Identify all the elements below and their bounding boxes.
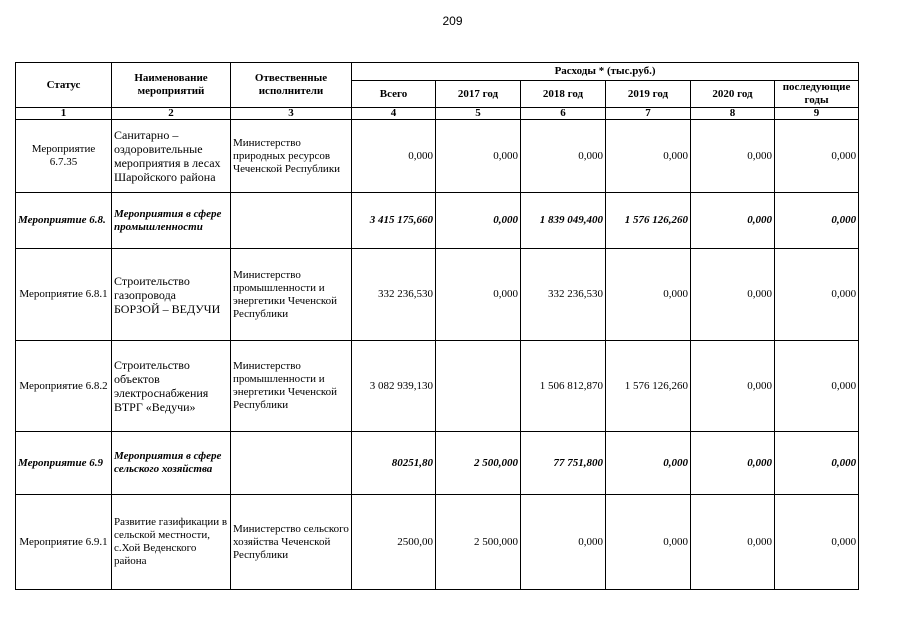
- row-executor: Министерство сельского хозяйства Чеченской Республики: [231, 495, 352, 590]
- row-value-2017: 2 500,000: [436, 495, 521, 590]
- col-number: 1: [16, 108, 112, 120]
- row-name: Мероприятия в сфере промышленности: [112, 193, 231, 249]
- col-number: 6: [521, 108, 606, 120]
- row-value-total: 3 082 939,130: [352, 341, 436, 432]
- row-value-total: 3 415 175,660: [352, 193, 436, 249]
- row-status: Мероприятие 6.9: [16, 432, 112, 495]
- table-row: [16, 495, 859, 590]
- row-value-2019: 0,000: [606, 495, 691, 590]
- row-status: Мероприятие 6.9.1: [16, 495, 112, 590]
- header-expenses: Расходы * (тыс.руб.): [352, 63, 859, 81]
- row-value-total: 80251,80: [352, 432, 436, 495]
- row-value-2017: 0,000: [436, 249, 521, 341]
- column-number-row: [16, 108, 859, 120]
- row-executor: [231, 193, 352, 249]
- row-value-2019: 1 576 126,260: [606, 341, 691, 432]
- row-status: Мероприятие 6.7.35: [16, 120, 112, 193]
- col-number: 9: [775, 108, 859, 120]
- row-value-total: 332 236,530: [352, 249, 436, 341]
- row-name: [112, 249, 231, 341]
- row-value-later: 0,000: [775, 495, 859, 590]
- col-number: 5: [436, 108, 521, 120]
- row-executor: Министерство промышленности и энергетики Чеченской Республики: [231, 341, 352, 432]
- table-row: [16, 341, 859, 432]
- row-value-2017: 0,000: [436, 120, 521, 193]
- header-year-2017: 2017 год: [436, 81, 521, 108]
- row-name-line: Строительство газопровода: [114, 273, 190, 302]
- row-status: Мероприятие 6.8.2: [16, 341, 112, 432]
- row-value-2018: 0,000: [521, 495, 606, 590]
- row-value-2020: 0,000: [691, 193, 775, 249]
- row-value-2018: 332 236,530: [521, 249, 606, 341]
- header-status: Статус: [16, 63, 112, 108]
- table-row: [16, 120, 859, 193]
- row-name: Мероприятия в сфере сельского хозяйства: [112, 432, 231, 495]
- col-number: 8: [691, 108, 775, 120]
- row-name: Санитарно – оздоровительные мероприятия в лесах Шаройского района: [112, 120, 231, 193]
- row-value-2019: 0,000: [606, 120, 691, 193]
- row-value-later: 0,000: [775, 249, 859, 341]
- header-name: Наименование мероприятий: [112, 63, 231, 108]
- header-year-later: последующие годы: [775, 81, 859, 108]
- row-status: Мероприятие 6.8.: [16, 193, 112, 249]
- table-row: [16, 249, 859, 341]
- table-row: [16, 193, 859, 249]
- page-number: 209: [442, 14, 463, 28]
- row-value-2019: 1 576 126,260: [606, 193, 691, 249]
- row-value-total: 0,000: [352, 120, 436, 193]
- row-value-total: 2500,00: [352, 495, 436, 590]
- row-value-later: 0,000: [775, 341, 859, 432]
- row-value-2018: 1 506 812,870: [521, 341, 606, 432]
- row-value-later: 0,000: [775, 432, 859, 495]
- row-value-2018: 77 751,800: [521, 432, 606, 495]
- row-value-2019: 0,000: [606, 249, 691, 341]
- header-year-2019: 2019 год: [606, 81, 691, 108]
- row-name: Строительство объектов электроснабжения ВТРГ «Ведучи»: [112, 341, 231, 432]
- header-year-2018: 2018 год: [521, 81, 606, 108]
- row-value-2019: 0,000: [606, 432, 691, 495]
- row-value-later: 0,000: [775, 193, 859, 249]
- row-value-2017: 2 500,000: [436, 432, 521, 495]
- row-value-2020: 0,000: [691, 249, 775, 341]
- expenses-table: [15, 62, 859, 590]
- row-executor: Министерство промышленности и энергетики Чеченской Республики: [231, 249, 352, 341]
- row-value-2018: 1 839 049,400: [521, 193, 606, 249]
- col-number: 4: [352, 108, 436, 120]
- row-executor: Министерство природных ресурсов Чеченской Республики: [231, 120, 352, 193]
- row-value-2017: 0,000: [436, 193, 521, 249]
- row-executor: [231, 432, 352, 495]
- table-row: [16, 432, 859, 495]
- row-status: Мероприятие 6.8.1: [16, 249, 112, 341]
- row-value-2020: 0,000: [691, 120, 775, 193]
- row-value-2018: 0,000: [521, 120, 606, 193]
- row-value-2020: 0,000: [691, 495, 775, 590]
- col-number: 2: [112, 108, 231, 120]
- row-name-line: БОРЗОЙ – ВЕДУЧИ: [114, 301, 221, 316]
- row-value-2017: [436, 341, 521, 432]
- header-year-total: Всего: [352, 81, 436, 108]
- header-executors: Отвественные исполнители: [231, 63, 352, 108]
- header-year-2020: 2020 год: [691, 81, 775, 108]
- row-value-later: 0,000: [775, 120, 859, 193]
- row-value-2020: 0,000: [691, 432, 775, 495]
- col-number: 7: [606, 108, 691, 120]
- col-number: 3: [231, 108, 352, 120]
- row-name: Развитие газификации в сельской местности, с.Хой Веденского района: [112, 495, 231, 590]
- row-value-2020: 0,000: [691, 341, 775, 432]
